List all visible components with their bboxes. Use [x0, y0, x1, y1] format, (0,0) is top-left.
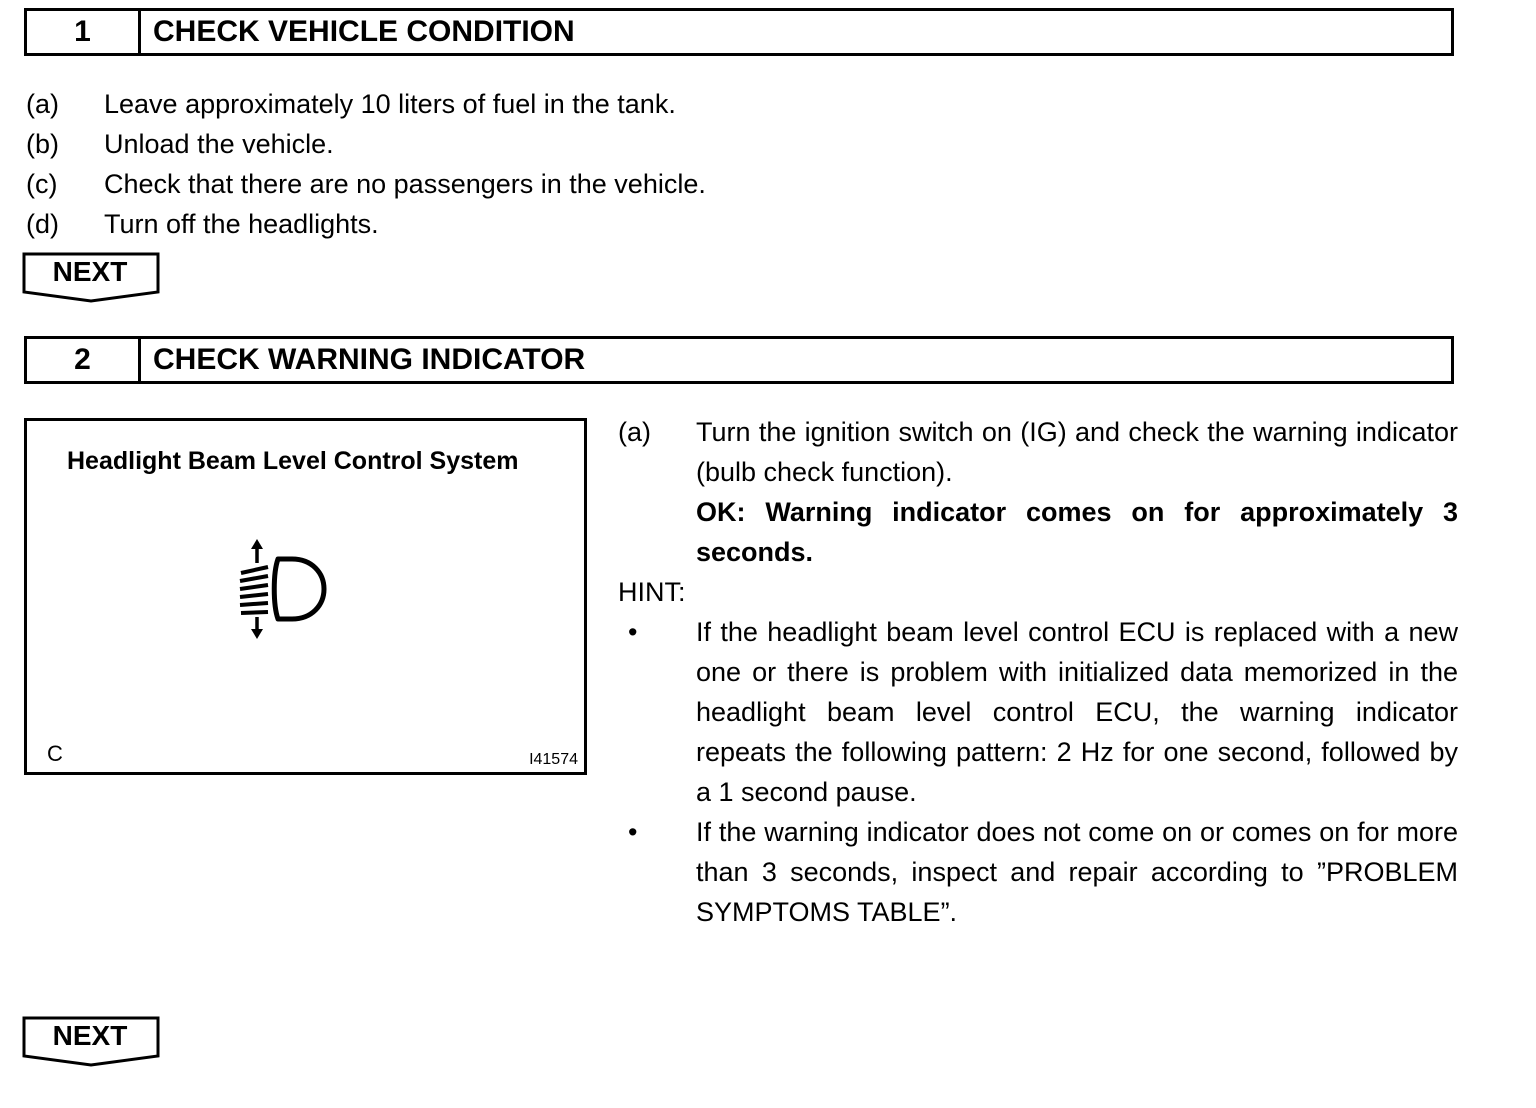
hint-label: HINT: — [618, 577, 686, 607]
next-button-step-2[interactable] — [22, 1016, 162, 1068]
list-item-text: Turn the ignition switch on (IG) and check the warning indicator (bulb check function). — [696, 417, 1458, 487]
figure-title: Headlight Beam Level Control System — [67, 447, 519, 475]
list-item — [26, 204, 379, 244]
list-item-text: Leave approximately 10 liters of fuel in the tank. — [104, 89, 676, 119]
list-item — [26, 124, 334, 164]
list-item-text: Unload the vehicle. — [104, 129, 334, 159]
hint-bullet — [618, 612, 1458, 812]
list-item — [26, 84, 676, 124]
step-1-number: 1 — [27, 11, 141, 53]
hint-bullet-text: If the headlight beam level control ECU is replaced with a new one or there is problem with initialized data memorized in the headlight beam level control ECU, the warning indicator repeats the following pattern: 2 Hz for one second, followed by a 1 second pause. — [696, 617, 1458, 807]
bullet-icon: • — [628, 617, 638, 647]
step-1-header — [24, 8, 1454, 56]
figure-corner-label: C — [47, 741, 63, 766]
ok-criteria — [618, 492, 1458, 572]
step-1-title: CHECK VEHICLE CONDITION — [153, 15, 575, 48]
list-item-text: Check that there are no passengers in the vehicle. — [104, 169, 706, 199]
list-item-label: (a) — [618, 417, 651, 447]
list-item-label: (d) — [26, 209, 59, 239]
list-item — [618, 412, 1458, 492]
next-button-label: NEXT — [52, 256, 128, 287]
list-item-label: (b) — [26, 129, 59, 159]
list-item-label: (c) — [26, 169, 58, 199]
headlight-system-figure — [24, 418, 587, 775]
headlight-beam-level-icon — [232, 539, 352, 639]
step-2-instructions — [618, 412, 1458, 932]
step-2-number: 2 — [27, 339, 141, 381]
step-2-title: CHECK WARNING INDICATOR — [153, 343, 586, 376]
bullet-icon: • — [628, 817, 638, 847]
next-button-label: NEXT — [52, 1020, 128, 1051]
list-item-text: Turn off the headlights. — [104, 209, 379, 239]
hint-bullet — [618, 812, 1458, 932]
ok-criteria-text: OK: Warning indicator comes on for approximately 3 seconds. — [696, 497, 1458, 567]
list-item — [26, 164, 706, 204]
hint-bullet-text: If the warning indicator does not come on or comes on for more than 3 seconds, inspect and repair according to ”PROBLEM SYMPTOMS TABLE”. — [696, 817, 1458, 927]
step-2-header — [24, 336, 1454, 384]
figure-id: I41574 — [529, 751, 578, 768]
next-button-step-1[interactable] — [22, 252, 162, 304]
list-item-label: (a) — [26, 89, 59, 119]
